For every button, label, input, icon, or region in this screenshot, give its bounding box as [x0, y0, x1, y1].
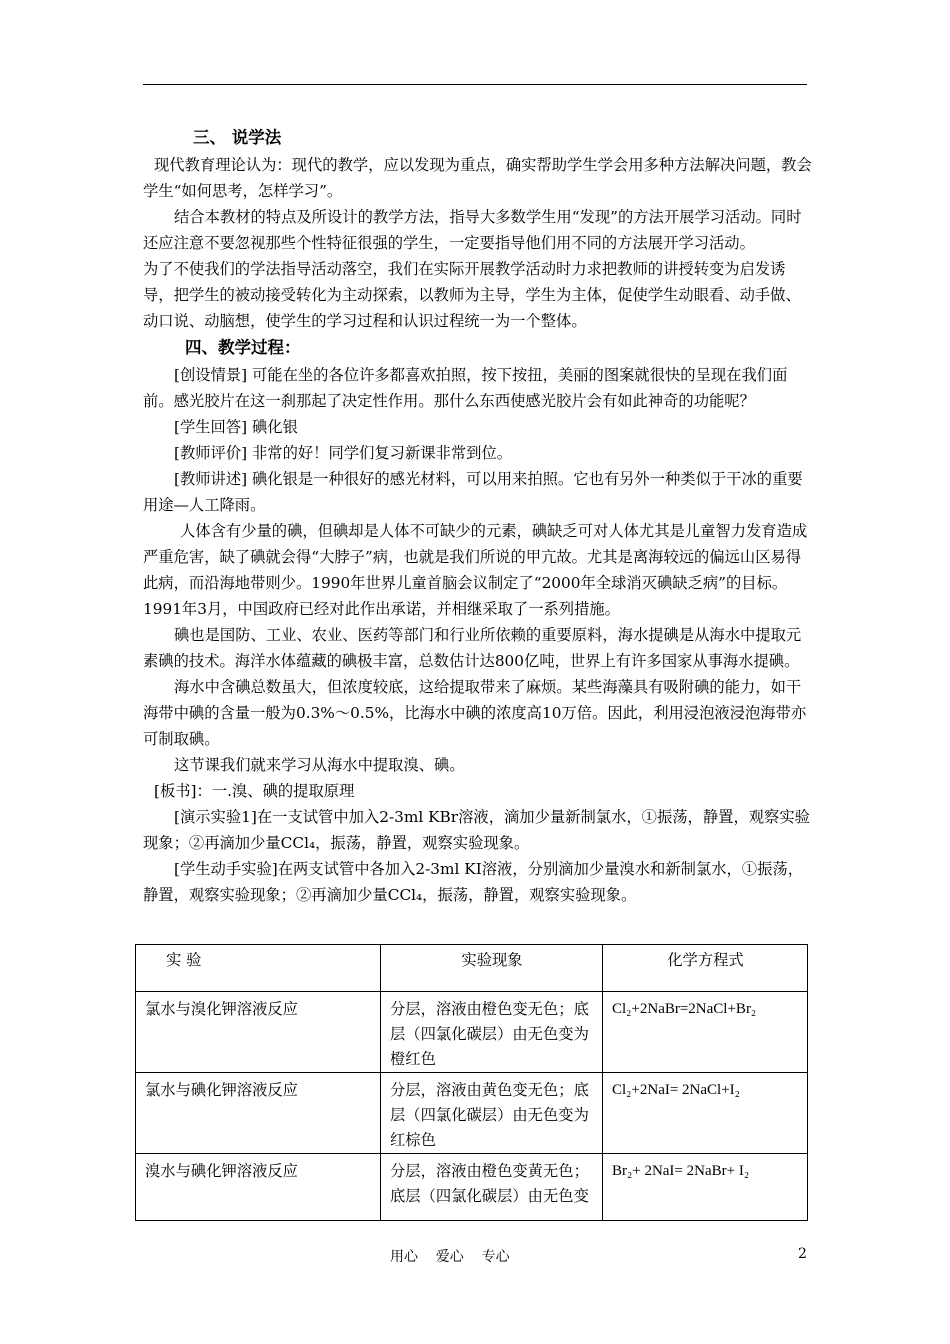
- column-header: 实 验: [136, 945, 381, 992]
- footer-motto: 用心 爱心 专心: [390, 1249, 510, 1265]
- cell-experiment: 氯水与碘化钾溶液反应: [136, 1073, 381, 1154]
- cell-phenomenon: 分层，溶液由橙色变黄无色；底层（四氯化碳层）由无色变: [381, 1154, 603, 1221]
- paragraph: 为了不使我们的学法指导活动落空，我们在实际开展教学活动时力求把教师的讲授转变为启发诱导，把学生的被动接受转化为主动探索，以教师为主导，学生为主体，促使学生动眼看、动手做、动口说、动脑想，使学生的学习过程和认识过程统一为一个整体。: [143, 260, 801, 330]
- document-body: [143, 124, 815, 908]
- section-3-heading: 三、 说学法: [193, 128, 282, 147]
- cell-experiment: 溴水与碘化钾溶液反应: [136, 1154, 381, 1221]
- paragraph: [创设情景] 可能在坐的各位许多都喜欢拍照，按下按扭，美丽的图案就很快的呈现在我们面前。感光胶片在这一刹那起了决定性作用。那什么东西使感光胶片会有如此神奇的功能呢？: [143, 366, 788, 410]
- cell-equation: Br₂+ 2NaI= 2NaBr+ I₂: [603, 1154, 808, 1221]
- experiment-table: [135, 944, 808, 1221]
- paragraph: 现代教育理论认为：现代的教学，应以发现为重点，确实帮助学生学会用多种方法解决问题，教会学生“如何思考，怎样学习”。: [143, 156, 812, 200]
- table-row: [136, 1073, 808, 1154]
- page-number: 2: [798, 1246, 807, 1262]
- cell-phenomenon: 分层，溶液由橙色变无色；底层（四氯化碳层）由无色变为橙红色: [381, 992, 603, 1073]
- paragraph: [学生动手实验]在两支试管中各加入2-3ml KI溶液，分别滴加少量溴水和新制氯水，①振荡，静置，观察实验现象；②再滴加少量CCl₄，振荡，静置，观察实验现象。: [143, 860, 803, 904]
- column-header: 化学方程式: [603, 945, 808, 992]
- paragraph: 人体含有少量的碘，但碘却是人体不可缺少的元素，碘缺乏可对人体尤其是儿童智力发育造成严重危害，缺了碘就会得“大脖子”病，也就是我们所说的甲亢故。尤其是离海较远的偏远山区易得此病，而沿海地带则少。1990年世界儿童首脑会议制定了“2000年全球消灭碘缺乏病”的目标。1991年3月，中国政府已经对此作出承诺，并相继采取了一系列措施。: [143, 522, 808, 618]
- paragraph: 这节课我们就来学习从海水中提取溴、碘。: [174, 756, 465, 774]
- header-rule: [143, 84, 807, 85]
- paragraph: 结合本教材的特点及所设计的教学方法，指导大多数学生用“发现”的方法开展学习活动。同时还应注意不要忽视那些个性特征很强的学生，一定要指导他们用不同的方法展开学习活动。: [143, 208, 802, 252]
- column-header: 实验现象: [381, 945, 603, 992]
- cell-experiment: 氯水与溴化钾溶液反应: [136, 992, 381, 1073]
- paragraph: [教师评价] 非常的好！同学们复习新课非常到位。: [174, 444, 513, 462]
- cell-phenomenon: 分层，溶液由黄色变无色；底层（四氯化碳层）由无色变为红棕色: [381, 1073, 603, 1154]
- table-header-row: [136, 945, 808, 992]
- paragraph: [学生回答] 碘化银: [174, 418, 298, 436]
- board-note: [板书]：一.溴、碘的提取原理: [154, 782, 355, 800]
- cell-equation: Cl₂+2NaI= 2NaCl+I₂: [603, 1073, 808, 1154]
- paragraph: [演示实验1]在一支试管中加入2-3ml KBr溶液，滴加少量新制氯水，①振荡，静置，观察实验现象；②再滴加少量CCl₄，振荡，静置，观察实验现象。: [143, 808, 810, 852]
- paragraph: 碘也是国防、工业、农业、医药等部门和行业所依赖的重要原料，海水提碘是从海水中提取元素碘的技术。海洋水体蕴藏的碘极丰富，总数估计达800亿吨，世界上有许多国家从事海水提碘。: [143, 626, 802, 670]
- paragraph: 海水中含碘总数虽大，但浓度较底，这给提取带来了麻烦。某些海藻具有吸附碘的能力，如干海带中碘的含量一般为0.3%～0.5%，比海水中碘的浓度高10万倍。因此，利用浸泡液浸泡海带亦可制取碘。: [143, 678, 807, 748]
- cell-equation: Cl₂+2NaBr=2NaCl+Br₂: [603, 992, 808, 1073]
- section-4-heading: 四、教学过程：: [185, 338, 301, 357]
- table-row: [136, 1154, 808, 1221]
- table-row: [136, 992, 808, 1073]
- paragraph: [教师讲述] 碘化银是一种很好的感光材料，可以用来拍照。它也有另外一种类似于干冰的重要用途—人工降雨。: [143, 470, 803, 514]
